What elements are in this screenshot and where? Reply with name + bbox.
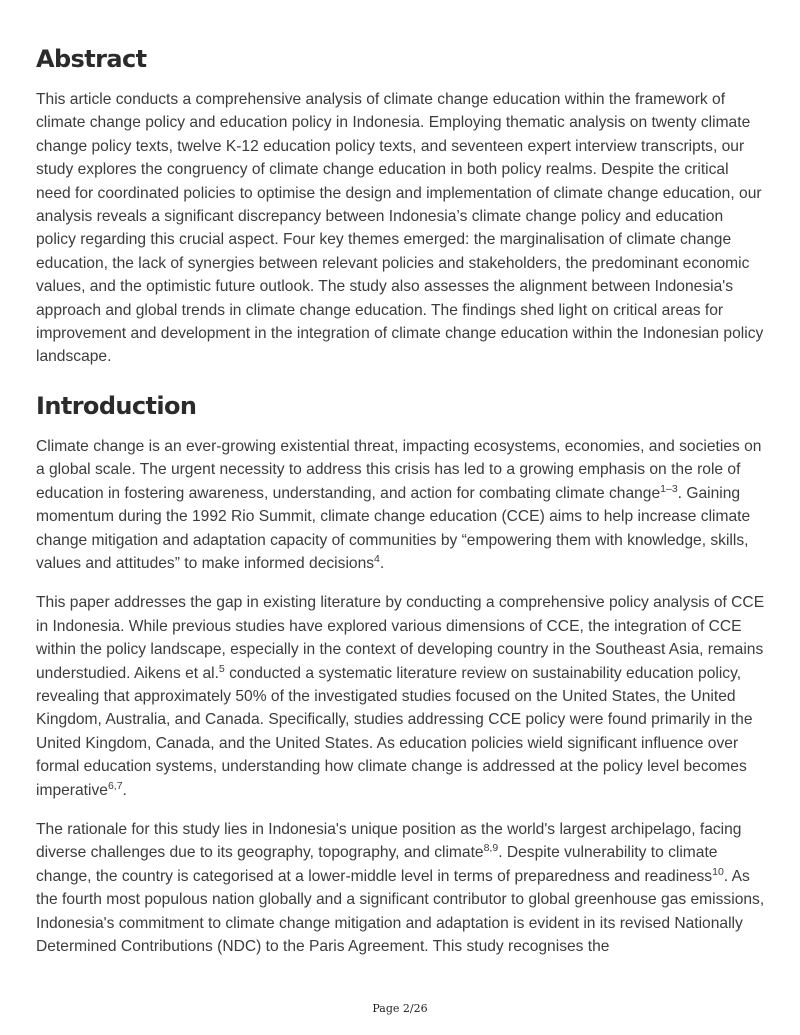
intro-p1-text-a: Climate change is an ever-growing existential threat, impacting ecosystems, economies, and societies on a global scale. The urgent necessity to address this crisis has led to a growing emphasis on the role of education in fostering awareness, understanding, and action for combating climate change [36,437,762,502]
citation-superscript: 8,9 [483,842,499,855]
page-content [36,42,766,958]
introduction-heading: Introduction [36,391,197,420]
intro-p1-text-c: . [379,554,385,572]
intro-paragraph-3 [36,818,766,958]
citation-superscript: 10 [712,865,724,878]
page-number-footer: Page 2/26 [372,1002,428,1015]
intro-paragraph-2 [36,591,766,802]
intro-p3-text-b: . Despite vulnerability to climate change, the country is categorised at a lower-middle level in terms of preparedness and readiness [36,844,718,885]
intro-paragraph-1 [36,435,766,575]
intro-p2-text-a: This paper addresses the gap in existing literature by conducting a comprehensive policy analysis of CCE in Indonesia. While previous studies have explored various dimensions of CCE, the integration of CCE within the policy landscape, especially in the context of developing country in the Southeast Asia, remains understudied. Aikens et al. [36,594,765,682]
citation-superscript: 1–3 [660,482,678,495]
citation-superscript: 6,7 [107,779,123,792]
intro-p1-text-b: . Gaining momentum during the 1992 Rio Summit, climate change education (CCE) aims to help increase climate change mitigation and adaptation capacity of communities by “empowering them with knowledge, skills, values and attitudes” to make informed decisions [36,484,751,572]
intro-p2-text-c: . [122,781,127,799]
intro-p2-text-b: conducted a systematic literature review on sustainability education policy, revealing that approximately 50% of the investigated studies focused on the United States, the United Kingdom, Australia, and Canada. Specifically, studies addressing CCE policy were found primarily in the United Kingdom, Canada, and the United States. As education policies wield significant influence over formal education systems, understanding how climate change is addressed at the policy level becomes imperative [36,664,753,799]
abstract-heading: Abstract [36,45,147,73]
abstract-paragraph: This article conducts a comprehensive analysis of climate change education within the framework of climate change policy and education policy in Indonesia. Employing thematic analysis on twenty climate change policy texts, twelve K-12 education policy texts, and seventeen expert interview transcripts, our study explores the congruency of climate change education in both policy realms. Despite the critical need for coordinated policies to optimise the design and implementation of climate change education, our analysis reveals a significant discrepancy between Indonesia’s climate change policy and education policy regarding this crucial aspect. Four key themes emerged: the marginalisation of climate change education, the lack of synergies between relevant policies and stakeholders, the predominant economic values, and the optimistic future outlook. The study also assesses the alignment between Indonesia's approach and global trends in climate change education. The findings shed light on critical areas for improvement and development in the integration of climate change education within the Indonesian policy landscape. [36,91,764,366]
intro-p3-text-a: The rationale for this study lies in Indonesia's unique position as the world's largest archipelago, facing diverse challenges due to its geography, topography, and climate [36,820,742,862]
citation-superscript: 5 [218,662,225,675]
citation-superscript: 4 [374,552,380,565]
intro-p3-text-c: . As the fourth most populous nation globally and a significant contributor to global greenhouse gas emissions, Indonesia's commitment to climate change mitigation and adaptation is evident in its revised Nationally Determined Contributions (NDC) to the Paris Agreement. This study recognises the [36,867,765,955]
